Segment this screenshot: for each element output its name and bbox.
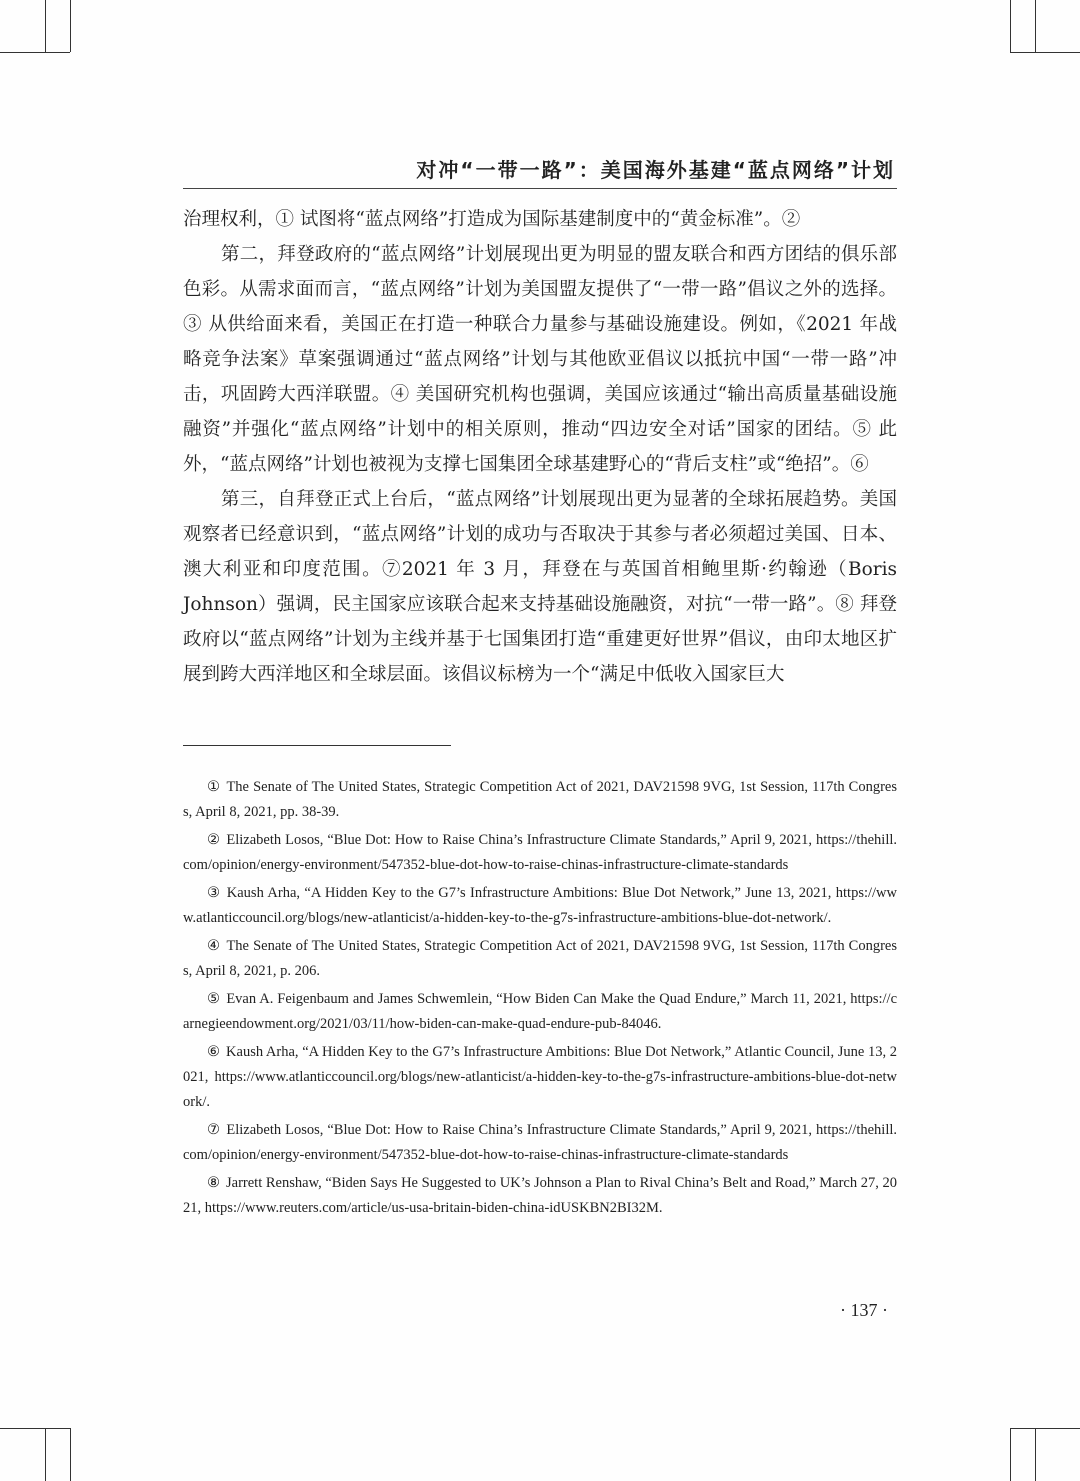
paragraph: 第二，拜登政府的“蓝点网络”计划展现出更为明显的盟友联合和西方团结的俱乐部色彩。从需求面而言，“蓝点网络”计划为美国盟友提供了“一带一路”倡议之外的选择。③ 从供给面来看，美国正在打造一种联合力量参与基础设施建设。例如，《2021 年战略竞争法案》草案强调通过“蓝点网络”计划与其他欧亚倡议以抵抗中国“一带一路”冲击，巩固跨大西洋联盟。④ 美国研究机构也强调，美国应该通过“输出高质量基础设施融资”并强化“蓝点网络”计划中的相关原则，推动“四边安全对话”国家的团结。⑤ 此外，“蓝点网络”计划也被视为支撑七国集团全球基建野心的“背后支柱”或“绝招”。⑥ xyxy=(183,244,897,475)
footnote-mark: ⑥ xyxy=(207,1044,221,1060)
footnote-mark: ⑦ xyxy=(207,1122,221,1138)
footnotes xyxy=(183,775,897,1224)
footnote xyxy=(183,1171,897,1221)
footnote-text: The Senate of The United States, Strategic Competition Act of 2021, DAV21598 9VG, 1st Session, 117th Congress, April 8, 2021, p. 206. xyxy=(183,938,898,979)
footnote-mark: ④ xyxy=(207,938,221,954)
footnote-mark: ② xyxy=(207,832,221,848)
footnote xyxy=(183,881,897,931)
page-number: · 137 · xyxy=(840,1300,888,1320)
footnote xyxy=(183,934,897,984)
footnote-mark: ⑤ xyxy=(207,991,221,1007)
paragraph: 第三，自拜登正式上台后，“蓝点网络”计划展现出更为显著的全球拓展趋势。美国观察者已经意识到，“蓝点网络”计划的成功与否取决于其参与者必须超过美国、日本、澳大利亚和印度范围。⑦2021 年 3 月，拜登在与英国首相鲍里斯·约翰逊（Boris Johnson）强调，民主国家应该联合起来支持基础设施融资，对抗“一带一路”。⑧ 拜登政府以“蓝点网络”计划为主线并基于七国集团打造“重建更好世界”倡议，由印太地区扩展到跨大西洋地区和全球层面。该倡议标榜为一个“满足中低收入国家巨大 xyxy=(183,489,897,685)
footnote-text: The Senate of The United States, Strategic Competition Act of 2021, DAV21598 9VG, 1st Session, 117th Congress, April 8, 2021, pp. 38-39. xyxy=(183,779,898,820)
body-text xyxy=(183,202,897,692)
paragraph: 治理权利，① 试图将“蓝点网络”打造成为国际基建制度中的“黄金标准”。② xyxy=(183,209,801,230)
running-header xyxy=(183,148,897,189)
footnote xyxy=(183,1118,897,1168)
footnote xyxy=(183,828,897,878)
footnote-text: Jarrett Renshaw, “Biden Says He Suggested to UK’s Johnson a Plan to Rival China’s Belt and Road,” March 27, 2021, https://www.reuters.com/article/us-usa-britain-biden-china-idUSKBN2BI32M. xyxy=(183,1175,897,1216)
running-title: 对冲“一带一路”：美国海外基建“蓝点网络”计划 xyxy=(416,158,895,182)
footnote-text: Kaush Arha, “A Hidden Key to the G7’s Infrastructure Ambitions: Blue Dot Network,” Atlantic Council, June 13, 2021, https://www.atlanticcouncil.org/blogs/new-atlanticist/a-hidden-key-to-the-g7s-infrastructure-ambitions-blue-dot-network/. xyxy=(183,1044,898,1110)
footnote xyxy=(183,775,897,825)
footnote-mark: ③ xyxy=(207,885,221,901)
footnote xyxy=(183,1040,897,1115)
footnote-text: Kaush Arha, “A Hidden Key to the G7’s Infrastructure Ambitions: Blue Dot Network,” June 13, 2021, https://www.atlanticcouncil.org/blogs/new-atlanticist/a-hidden-key-to-the-g7s-infrastructure-ambitions-blue-dot-network/. xyxy=(183,885,898,926)
footnote-separator xyxy=(183,745,451,746)
footnote-mark: ① xyxy=(207,779,221,795)
footnote xyxy=(183,987,897,1037)
footnote-text: Elizabeth Losos, “Blue Dot: How to Raise China’s Infrastructure Climate Standards,” April 9, 2021, https://thehill.com/opinion/energy-environment/547352-blue-dot-how-to-raise-chinas-infrastructure-climate-standards xyxy=(183,1122,898,1163)
footnote-text: Evan A. Feigenbaum and James Schwemlein, “How Biden Can Make the Quad Endure,” March 11, 2021, https://carnegieendowment.org/2021/03/11/how-biden-can-make-quad-endure-pub-84046. xyxy=(183,991,898,1032)
footnote-mark: ⑧ xyxy=(207,1175,221,1191)
footnote-text: Elizabeth Losos, “Blue Dot: How to Raise China’s Infrastructure Climate Standards,” April 9, 2021, https://thehill.com/opinion/energy-environment/547352-blue-dot-how-to-raise-chinas-infrastructure-climate-standards xyxy=(183,832,898,873)
